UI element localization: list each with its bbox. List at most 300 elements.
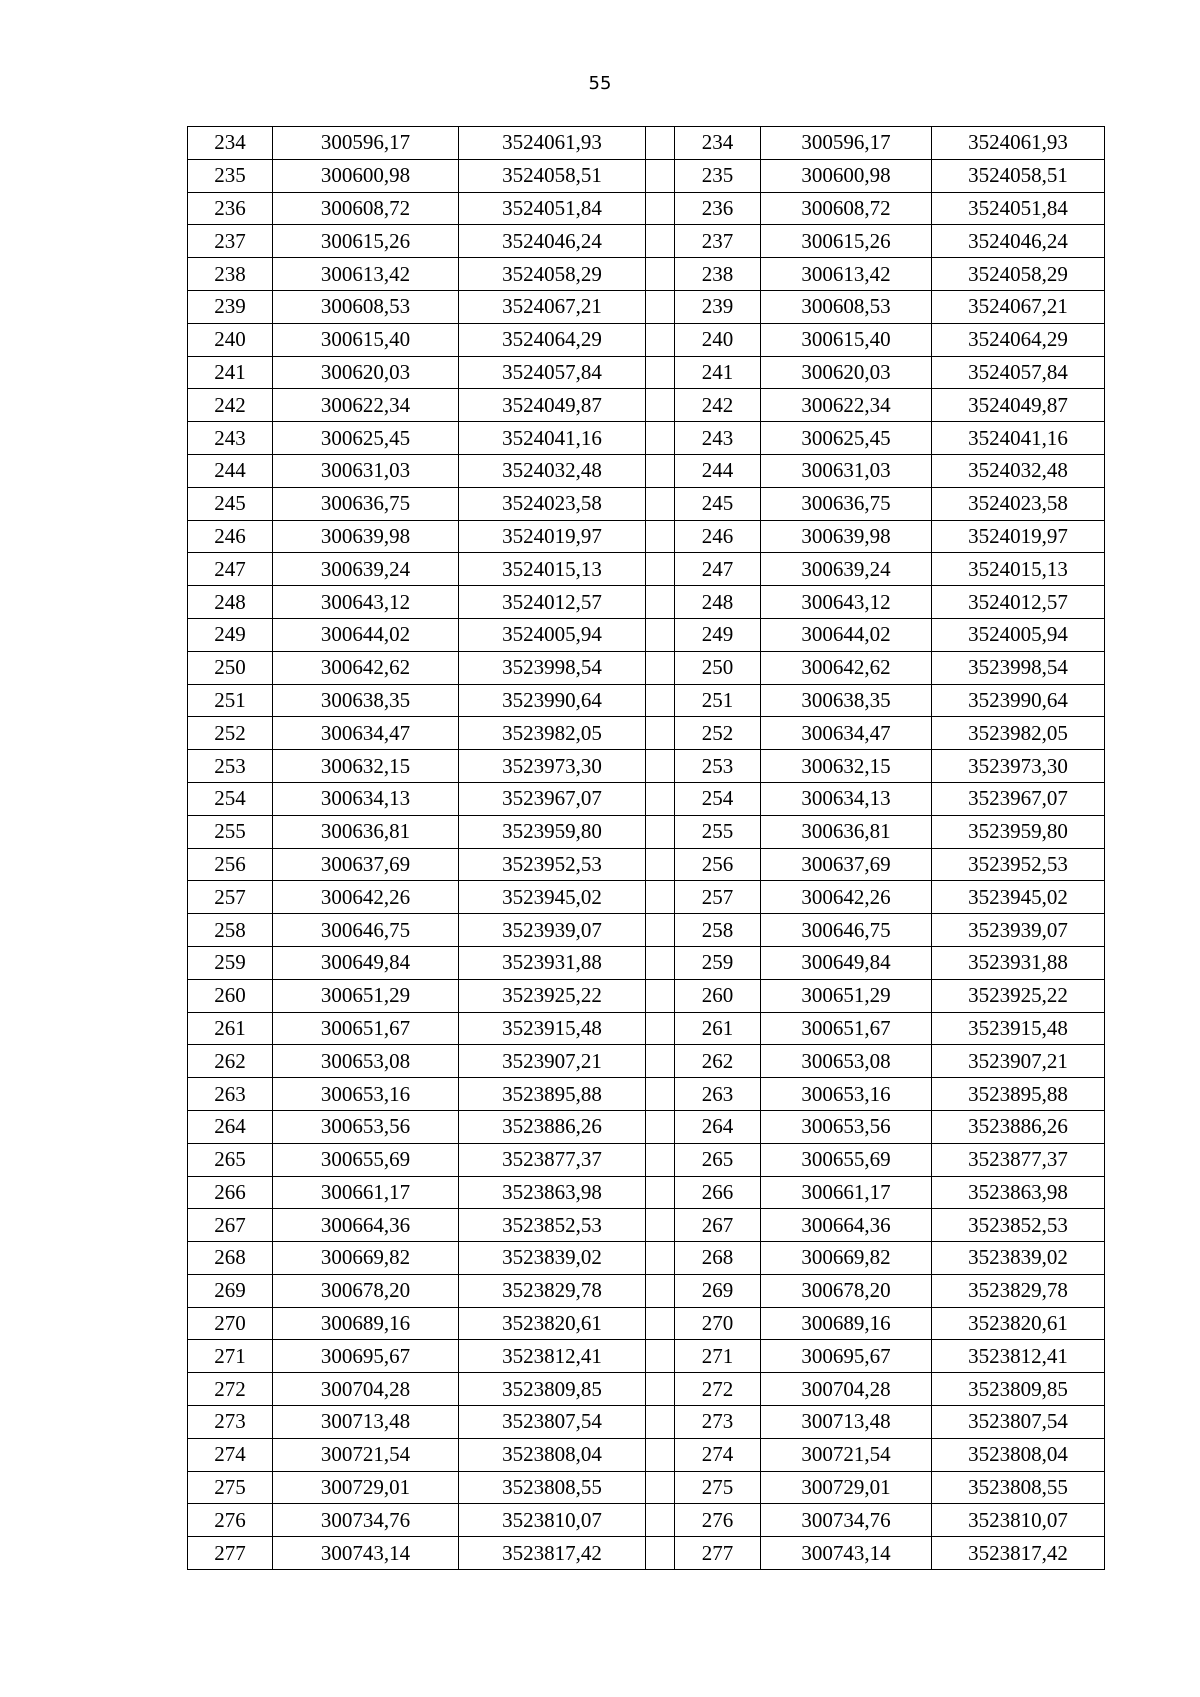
y-coordinate-cell: 3523829,78 xyxy=(932,1274,1105,1307)
point-number-cell: 250 xyxy=(675,651,761,684)
x-coordinate-cell: 300631,03 xyxy=(761,454,932,487)
x-coordinate-cell: 300634,13 xyxy=(273,782,459,815)
y-coordinate-cell: 3524061,93 xyxy=(459,127,646,160)
x-coordinate-cell: 300689,16 xyxy=(761,1307,932,1340)
point-number-cell: 264 xyxy=(188,1110,273,1143)
point-number-cell: 256 xyxy=(675,848,761,881)
x-coordinate-cell: 300664,36 xyxy=(273,1209,459,1242)
separator-cell xyxy=(646,1406,675,1439)
table-row xyxy=(188,618,1105,651)
y-coordinate-cell: 3524015,13 xyxy=(932,553,1105,586)
x-coordinate-cell: 300689,16 xyxy=(273,1307,459,1340)
x-coordinate-cell: 300608,72 xyxy=(273,192,459,225)
separator-cell xyxy=(646,881,675,914)
point-number-cell: 239 xyxy=(675,290,761,323)
point-number-cell: 240 xyxy=(188,323,273,356)
y-coordinate-cell: 3523810,07 xyxy=(459,1504,646,1537)
x-coordinate-cell: 300734,76 xyxy=(273,1504,459,1537)
y-coordinate-cell: 3523907,21 xyxy=(459,1045,646,1078)
x-coordinate-cell: 300632,15 xyxy=(273,750,459,783)
point-number-cell: 242 xyxy=(188,389,273,422)
table-row xyxy=(188,717,1105,750)
x-coordinate-cell: 300625,45 xyxy=(761,422,932,455)
y-coordinate-cell: 3523939,07 xyxy=(459,914,646,947)
point-number-cell: 266 xyxy=(188,1176,273,1209)
point-number-cell: 253 xyxy=(188,750,273,783)
x-coordinate-cell: 300713,48 xyxy=(273,1406,459,1439)
separator-cell xyxy=(646,389,675,422)
point-number-cell: 245 xyxy=(188,487,273,520)
y-coordinate-cell: 3524058,51 xyxy=(459,159,646,192)
y-coordinate-cell: 3523925,22 xyxy=(459,979,646,1012)
y-coordinate-cell: 3523959,80 xyxy=(932,815,1105,848)
point-number-cell: 250 xyxy=(188,651,273,684)
y-coordinate-cell: 3524067,21 xyxy=(932,290,1105,323)
point-number-cell: 247 xyxy=(188,553,273,586)
x-coordinate-cell: 300634,47 xyxy=(761,717,932,750)
table-row xyxy=(188,553,1105,586)
x-coordinate-cell: 300642,62 xyxy=(273,651,459,684)
x-coordinate-cell: 300636,81 xyxy=(761,815,932,848)
y-coordinate-cell: 3524041,16 xyxy=(459,422,646,455)
table-row xyxy=(188,848,1105,881)
table-row xyxy=(188,1045,1105,1078)
y-coordinate-cell: 3523967,07 xyxy=(459,782,646,815)
x-coordinate-cell: 300669,82 xyxy=(273,1242,459,1275)
point-number-cell: 255 xyxy=(675,815,761,848)
y-coordinate-cell: 3523915,48 xyxy=(932,1012,1105,1045)
table-row xyxy=(188,422,1105,455)
separator-cell xyxy=(646,225,675,258)
y-coordinate-cell: 3524023,58 xyxy=(459,487,646,520)
y-coordinate-cell: 3524012,57 xyxy=(932,586,1105,619)
x-coordinate-cell: 300661,17 xyxy=(761,1176,932,1209)
x-coordinate-cell: 300644,02 xyxy=(761,618,932,651)
x-coordinate-cell: 300743,14 xyxy=(761,1537,932,1570)
point-number-cell: 257 xyxy=(188,881,273,914)
point-number-cell: 277 xyxy=(188,1537,273,1570)
point-number-cell: 252 xyxy=(675,717,761,750)
x-coordinate-cell: 300721,54 xyxy=(761,1438,932,1471)
point-number-cell: 272 xyxy=(188,1373,273,1406)
separator-cell xyxy=(646,1176,675,1209)
point-number-cell: 249 xyxy=(675,618,761,651)
y-coordinate-cell: 3523915,48 xyxy=(459,1012,646,1045)
point-number-cell: 246 xyxy=(675,520,761,553)
x-coordinate-cell: 300713,48 xyxy=(761,1406,932,1439)
x-coordinate-cell: 300634,13 xyxy=(761,782,932,815)
separator-cell xyxy=(646,815,675,848)
point-number-cell: 244 xyxy=(675,454,761,487)
separator-cell xyxy=(646,1307,675,1340)
separator-cell xyxy=(646,914,675,947)
table-row xyxy=(188,520,1105,553)
separator-cell xyxy=(646,487,675,520)
point-number-cell: 264 xyxy=(675,1110,761,1143)
point-number-cell: 238 xyxy=(188,258,273,291)
separator-cell xyxy=(646,684,675,717)
x-coordinate-cell: 300620,03 xyxy=(761,356,932,389)
point-number-cell: 251 xyxy=(675,684,761,717)
table-row xyxy=(188,1406,1105,1439)
point-number-cell: 274 xyxy=(675,1438,761,1471)
x-coordinate-cell: 300637,69 xyxy=(273,848,459,881)
x-coordinate-cell: 300721,54 xyxy=(273,1438,459,1471)
point-number-cell: 239 xyxy=(188,290,273,323)
table-row xyxy=(188,1078,1105,1111)
separator-cell xyxy=(646,422,675,455)
point-number-cell: 234 xyxy=(188,127,273,160)
table-row xyxy=(188,258,1105,291)
x-coordinate-cell: 300596,17 xyxy=(273,127,459,160)
point-number-cell: 245 xyxy=(675,487,761,520)
y-coordinate-cell: 3523939,07 xyxy=(932,914,1105,947)
point-number-cell: 243 xyxy=(188,422,273,455)
separator-cell xyxy=(646,1209,675,1242)
point-number-cell: 237 xyxy=(188,225,273,258)
table-row xyxy=(188,290,1105,323)
x-coordinate-cell: 300638,35 xyxy=(273,684,459,717)
separator-cell xyxy=(646,1110,675,1143)
x-coordinate-cell: 300636,75 xyxy=(761,487,932,520)
separator-cell xyxy=(646,1012,675,1045)
point-number-cell: 259 xyxy=(188,946,273,979)
point-number-cell: 270 xyxy=(675,1307,761,1340)
x-coordinate-cell: 300639,98 xyxy=(761,520,932,553)
point-number-cell: 243 xyxy=(675,422,761,455)
table-row xyxy=(188,1373,1105,1406)
point-number-cell: 249 xyxy=(188,618,273,651)
separator-cell xyxy=(646,1504,675,1537)
x-coordinate-cell: 300653,08 xyxy=(273,1045,459,1078)
y-coordinate-cell: 3524005,94 xyxy=(932,618,1105,651)
y-coordinate-cell: 3523829,78 xyxy=(459,1274,646,1307)
point-number-cell: 253 xyxy=(675,750,761,783)
x-coordinate-cell: 300655,69 xyxy=(273,1143,459,1176)
y-coordinate-cell: 3523863,98 xyxy=(932,1176,1105,1209)
point-number-cell: 244 xyxy=(188,454,273,487)
y-coordinate-cell: 3523998,54 xyxy=(459,651,646,684)
x-coordinate-cell: 300608,53 xyxy=(273,290,459,323)
y-coordinate-cell: 3524058,29 xyxy=(932,258,1105,291)
y-coordinate-cell: 3524032,48 xyxy=(932,454,1105,487)
table-row xyxy=(188,323,1105,356)
point-number-cell: 267 xyxy=(188,1209,273,1242)
y-coordinate-cell: 3524061,93 xyxy=(932,127,1105,160)
x-coordinate-cell: 300734,76 xyxy=(761,1504,932,1537)
y-coordinate-cell: 3524067,21 xyxy=(459,290,646,323)
separator-cell xyxy=(646,258,675,291)
separator-cell xyxy=(646,1143,675,1176)
y-coordinate-cell: 3524057,84 xyxy=(459,356,646,389)
y-coordinate-cell: 3524057,84 xyxy=(932,356,1105,389)
separator-cell xyxy=(646,454,675,487)
table-row xyxy=(188,1110,1105,1143)
table-row xyxy=(188,356,1105,389)
x-coordinate-cell: 300651,67 xyxy=(273,1012,459,1045)
y-coordinate-cell: 3523817,42 xyxy=(932,1537,1105,1570)
table-row xyxy=(188,782,1105,815)
x-coordinate-cell: 300695,67 xyxy=(761,1340,932,1373)
point-number-cell: 259 xyxy=(675,946,761,979)
y-coordinate-cell: 3523820,61 xyxy=(932,1307,1105,1340)
point-number-cell: 277 xyxy=(675,1537,761,1570)
x-coordinate-cell: 300695,67 xyxy=(273,1340,459,1373)
table-row xyxy=(188,979,1105,1012)
separator-cell xyxy=(646,1537,675,1570)
separator-cell xyxy=(646,127,675,160)
x-coordinate-cell: 300743,14 xyxy=(273,1537,459,1570)
separator-cell xyxy=(646,520,675,553)
point-number-cell: 258 xyxy=(188,914,273,947)
x-coordinate-cell: 300642,26 xyxy=(761,881,932,914)
table-row xyxy=(188,881,1105,914)
point-number-cell: 242 xyxy=(675,389,761,422)
table-row xyxy=(188,487,1105,520)
table-row xyxy=(188,1242,1105,1275)
y-coordinate-cell: 3523812,41 xyxy=(459,1340,646,1373)
separator-cell xyxy=(646,1242,675,1275)
x-coordinate-cell: 300653,56 xyxy=(761,1110,932,1143)
y-coordinate-cell: 3523959,80 xyxy=(459,815,646,848)
table-row xyxy=(188,1537,1105,1570)
x-coordinate-cell: 300639,98 xyxy=(273,520,459,553)
y-coordinate-cell: 3523807,54 xyxy=(459,1406,646,1439)
separator-cell xyxy=(646,192,675,225)
point-number-cell: 268 xyxy=(675,1242,761,1275)
point-number-cell: 262 xyxy=(675,1045,761,1078)
x-coordinate-cell: 300608,53 xyxy=(761,290,932,323)
y-coordinate-cell: 3523812,41 xyxy=(932,1340,1105,1373)
x-coordinate-cell: 300661,17 xyxy=(273,1176,459,1209)
x-coordinate-cell: 300651,29 xyxy=(761,979,932,1012)
point-number-cell: 247 xyxy=(675,553,761,586)
x-coordinate-cell: 300613,42 xyxy=(761,258,932,291)
x-coordinate-cell: 300638,35 xyxy=(761,684,932,717)
point-number-cell: 257 xyxy=(675,881,761,914)
point-number-cell: 256 xyxy=(188,848,273,881)
point-number-cell: 246 xyxy=(188,520,273,553)
y-coordinate-cell: 3524046,24 xyxy=(459,225,646,258)
y-coordinate-cell: 3523808,04 xyxy=(459,1438,646,1471)
table-row xyxy=(188,1307,1105,1340)
separator-cell xyxy=(646,159,675,192)
point-number-cell: 276 xyxy=(188,1504,273,1537)
x-coordinate-cell: 300729,01 xyxy=(273,1471,459,1504)
table-row xyxy=(188,750,1105,783)
table-row xyxy=(188,192,1105,225)
separator-cell xyxy=(646,1340,675,1373)
point-number-cell: 261 xyxy=(675,1012,761,1045)
point-number-cell: 272 xyxy=(675,1373,761,1406)
y-coordinate-cell: 3523945,02 xyxy=(459,881,646,914)
page-number: 55 xyxy=(588,73,612,94)
table-row xyxy=(188,684,1105,717)
x-coordinate-cell: 300615,40 xyxy=(273,323,459,356)
table-row xyxy=(188,1143,1105,1176)
x-coordinate-cell: 300669,82 xyxy=(761,1242,932,1275)
point-number-cell: 260 xyxy=(675,979,761,1012)
point-number-cell: 255 xyxy=(188,815,273,848)
table-row xyxy=(188,1012,1105,1045)
y-coordinate-cell: 3524049,87 xyxy=(459,389,646,422)
point-number-cell: 236 xyxy=(675,192,761,225)
table-row xyxy=(188,1274,1105,1307)
point-number-cell: 235 xyxy=(675,159,761,192)
y-coordinate-cell: 3523931,88 xyxy=(459,946,646,979)
point-number-cell: 238 xyxy=(675,258,761,291)
separator-cell xyxy=(646,848,675,881)
y-coordinate-cell: 3523982,05 xyxy=(459,717,646,750)
point-number-cell: 260 xyxy=(188,979,273,1012)
y-coordinate-cell: 3524005,94 xyxy=(459,618,646,651)
y-coordinate-cell: 3524064,29 xyxy=(459,323,646,356)
separator-cell xyxy=(646,946,675,979)
separator-cell xyxy=(646,323,675,356)
separator-cell xyxy=(646,782,675,815)
point-number-cell: 269 xyxy=(188,1274,273,1307)
point-number-cell: 267 xyxy=(675,1209,761,1242)
point-number-cell: 275 xyxy=(675,1471,761,1504)
separator-cell xyxy=(646,1471,675,1504)
y-coordinate-cell: 3523886,26 xyxy=(459,1110,646,1143)
point-number-cell: 234 xyxy=(675,127,761,160)
y-coordinate-cell: 3524032,48 xyxy=(459,454,646,487)
y-coordinate-cell: 3523839,02 xyxy=(459,1242,646,1275)
point-number-cell: 237 xyxy=(675,225,761,258)
separator-cell xyxy=(646,356,675,389)
table-row xyxy=(188,1438,1105,1471)
table-row xyxy=(188,159,1105,192)
point-number-cell: 262 xyxy=(188,1045,273,1078)
y-coordinate-cell: 3523808,55 xyxy=(459,1471,646,1504)
separator-cell xyxy=(646,1373,675,1406)
x-coordinate-cell: 300634,47 xyxy=(273,717,459,750)
coordinates-table-body xyxy=(188,127,1105,1570)
y-coordinate-cell: 3523973,30 xyxy=(459,750,646,783)
x-coordinate-cell: 300625,45 xyxy=(273,422,459,455)
y-coordinate-cell: 3523852,53 xyxy=(932,1209,1105,1242)
x-coordinate-cell: 300615,26 xyxy=(761,225,932,258)
point-number-cell: 268 xyxy=(188,1242,273,1275)
x-coordinate-cell: 300600,98 xyxy=(761,159,932,192)
point-number-cell: 271 xyxy=(188,1340,273,1373)
x-coordinate-cell: 300642,26 xyxy=(273,881,459,914)
y-coordinate-cell: 3524051,84 xyxy=(459,192,646,225)
point-number-cell: 263 xyxy=(675,1078,761,1111)
y-coordinate-cell: 3524064,29 xyxy=(932,323,1105,356)
table-row xyxy=(188,651,1105,684)
point-number-cell: 276 xyxy=(675,1504,761,1537)
table-row xyxy=(188,1471,1105,1504)
x-coordinate-cell: 300615,40 xyxy=(761,323,932,356)
point-number-cell: 252 xyxy=(188,717,273,750)
table-row xyxy=(188,946,1105,979)
y-coordinate-cell: 3523990,64 xyxy=(459,684,646,717)
point-number-cell: 273 xyxy=(188,1406,273,1439)
x-coordinate-cell: 300704,28 xyxy=(273,1373,459,1406)
x-coordinate-cell: 300653,16 xyxy=(761,1078,932,1111)
x-coordinate-cell: 300622,34 xyxy=(761,389,932,422)
x-coordinate-cell: 300636,81 xyxy=(273,815,459,848)
table-row xyxy=(188,1504,1105,1537)
y-coordinate-cell: 3524049,87 xyxy=(932,389,1105,422)
y-coordinate-cell: 3523895,88 xyxy=(932,1078,1105,1111)
y-coordinate-cell: 3524012,57 xyxy=(459,586,646,619)
y-coordinate-cell: 3523886,26 xyxy=(932,1110,1105,1143)
point-number-cell: 235 xyxy=(188,159,273,192)
separator-cell xyxy=(646,979,675,1012)
y-coordinate-cell: 3523817,42 xyxy=(459,1537,646,1570)
x-coordinate-cell: 300704,28 xyxy=(761,1373,932,1406)
x-coordinate-cell: 300653,16 xyxy=(273,1078,459,1111)
y-coordinate-cell: 3523990,64 xyxy=(932,684,1105,717)
y-coordinate-cell: 3523820,61 xyxy=(459,1307,646,1340)
x-coordinate-cell: 300631,03 xyxy=(273,454,459,487)
x-coordinate-cell: 300632,15 xyxy=(761,750,932,783)
point-number-cell: 263 xyxy=(188,1078,273,1111)
y-coordinate-cell: 3523967,07 xyxy=(932,782,1105,815)
y-coordinate-cell: 3523952,53 xyxy=(932,848,1105,881)
point-number-cell: 251 xyxy=(188,684,273,717)
x-coordinate-cell: 300643,12 xyxy=(761,586,932,619)
point-number-cell: 274 xyxy=(188,1438,273,1471)
y-coordinate-cell: 3523852,53 xyxy=(459,1209,646,1242)
separator-cell xyxy=(646,651,675,684)
y-coordinate-cell: 3523839,02 xyxy=(932,1242,1105,1275)
x-coordinate-cell: 300608,72 xyxy=(761,192,932,225)
point-number-cell: 258 xyxy=(675,914,761,947)
x-coordinate-cell: 300613,42 xyxy=(273,258,459,291)
table-row xyxy=(188,454,1105,487)
y-coordinate-cell: 3524015,13 xyxy=(459,553,646,586)
x-coordinate-cell: 300653,56 xyxy=(273,1110,459,1143)
x-coordinate-cell: 300664,36 xyxy=(761,1209,932,1242)
x-coordinate-cell: 300644,02 xyxy=(273,618,459,651)
separator-cell xyxy=(646,1438,675,1471)
point-number-cell: 241 xyxy=(675,356,761,389)
table-row xyxy=(188,815,1105,848)
x-coordinate-cell: 300620,03 xyxy=(273,356,459,389)
x-coordinate-cell: 300642,62 xyxy=(761,651,932,684)
point-number-cell: 271 xyxy=(675,1340,761,1373)
x-coordinate-cell: 300651,29 xyxy=(273,979,459,1012)
y-coordinate-cell: 3523877,37 xyxy=(459,1143,646,1176)
point-number-cell: 269 xyxy=(675,1274,761,1307)
x-coordinate-cell: 300655,69 xyxy=(761,1143,932,1176)
point-number-cell: 266 xyxy=(675,1176,761,1209)
y-coordinate-cell: 3524046,24 xyxy=(932,225,1105,258)
point-number-cell: 273 xyxy=(675,1406,761,1439)
table-row xyxy=(188,586,1105,619)
y-coordinate-cell: 3523809,85 xyxy=(459,1373,646,1406)
table-row xyxy=(188,225,1105,258)
y-coordinate-cell: 3524051,84 xyxy=(932,192,1105,225)
separator-cell xyxy=(646,553,675,586)
y-coordinate-cell: 3524019,97 xyxy=(932,520,1105,553)
y-coordinate-cell: 3523952,53 xyxy=(459,848,646,881)
x-coordinate-cell: 300637,69 xyxy=(761,848,932,881)
separator-cell xyxy=(646,750,675,783)
x-coordinate-cell: 300646,75 xyxy=(761,914,932,947)
separator-cell xyxy=(646,586,675,619)
point-number-cell: 248 xyxy=(188,586,273,619)
separator-cell xyxy=(646,1045,675,1078)
x-coordinate-cell: 300649,84 xyxy=(273,946,459,979)
point-number-cell: 265 xyxy=(188,1143,273,1176)
point-number-cell: 261 xyxy=(188,1012,273,1045)
table-row xyxy=(188,1209,1105,1242)
